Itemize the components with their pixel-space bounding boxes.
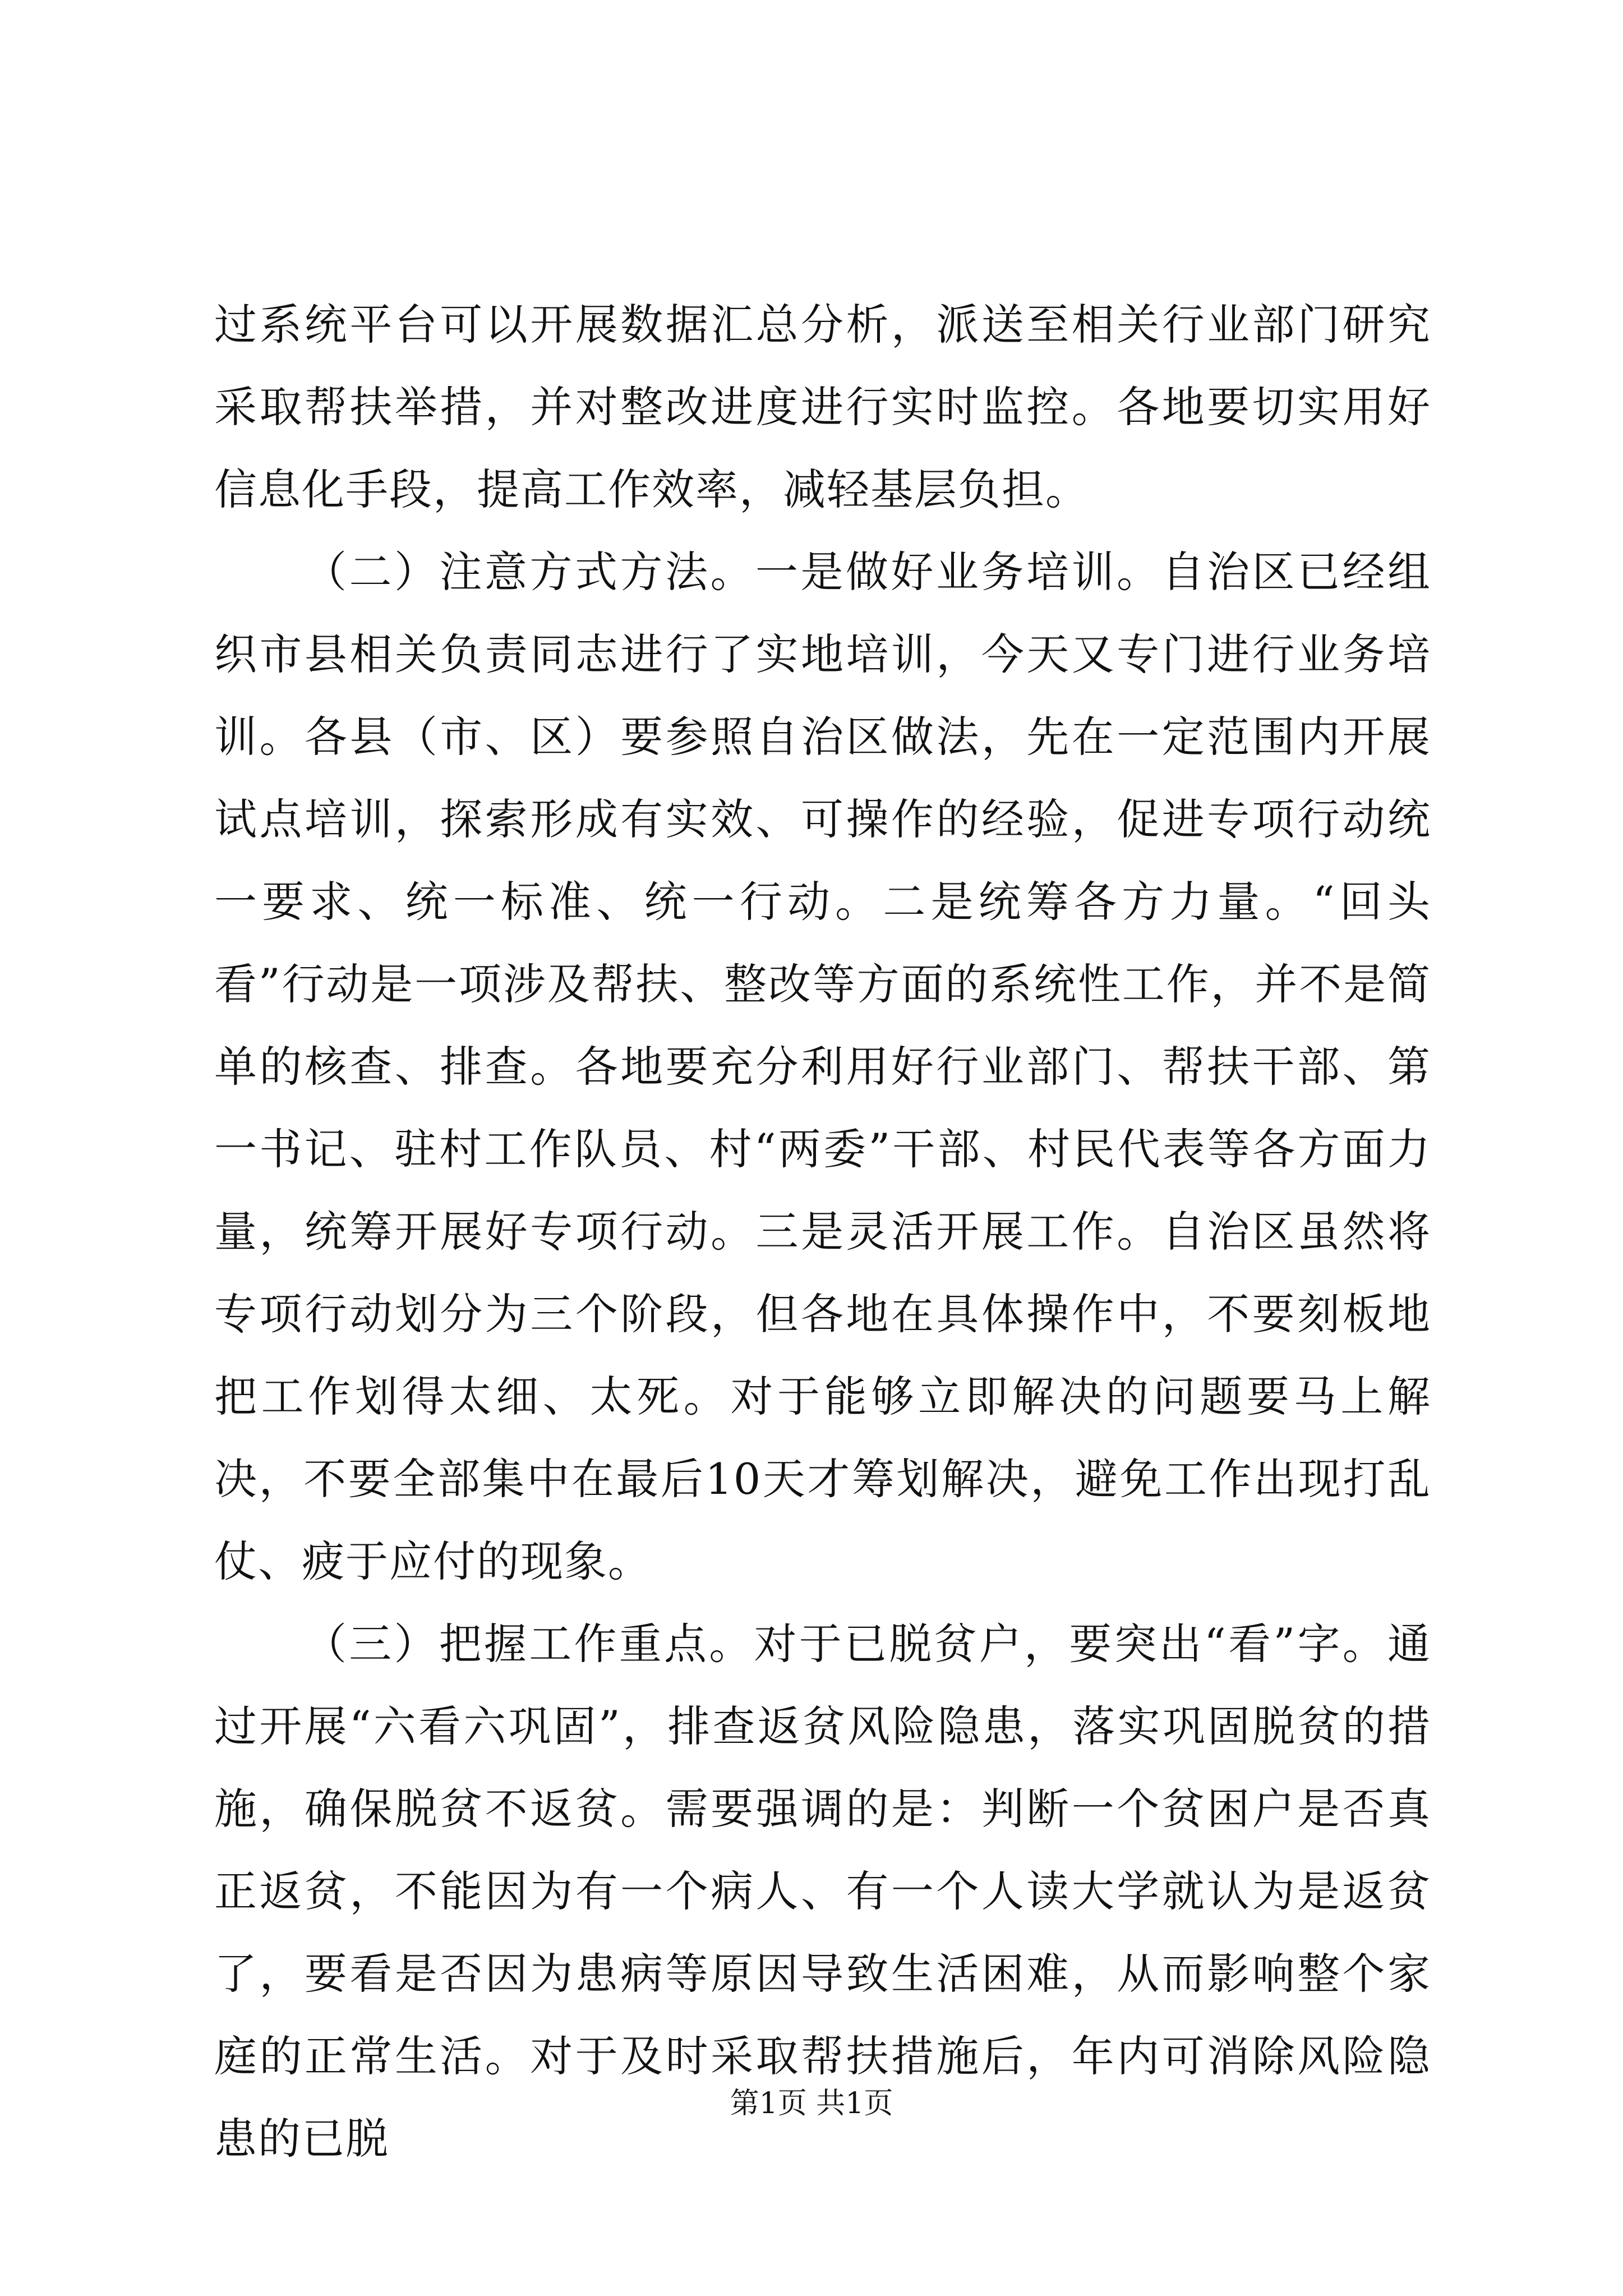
document-body <box>214 283 1431 2180</box>
paragraph-2: （二）注意方式方法。一是做好业务培训。自治区已经组织市县相关负责同志进行了实地培训，今天又专门进行业务培训。各县（市、区）要参照自治区做法，先在一定范围内开展试点培训，探索形成有实效、可操作的经验，促进专项行动统一要求、统一标准、统一行动。二是统筹各方力量。“回头看”行动是一项涉及帮扶、整改等方面的系统性工作，并不是简单的核查、排查。各地要充分利用好行业部门、帮扶干部、第一书记、驻村工作队员、村“两委”干部、村民代表等各方面力量，统筹开展好专项行动。三是灵活开展工作。自治区虽然将专项行动划分为三个阶段，但各地在具体操作中，不要刻板地把工作划得太细、太死。对于能够立即解决的问题要马上解决，不要全部集中在最后10天才筹划解决，避免工作出现打乱仗、疲于应付的现象。 <box>214 547 1431 1586</box>
page-footer: 第1页 共1页 <box>730 2087 893 2120</box>
paragraph-3: （三）把握工作重点。对于已脱贫户，要突出“看”字。通过开展“六看六巩固”，排查返贫风险隐患，落实巩固脱贫的措施，确保脱贫不返贫。需要强调的是：判断一个贫困户是否真正返贫，不能因为有一个病人、有一个人读大学就认为是返贫了，要看是否因为患病等原因导致生活困难，从而影响整个家庭的正常生活。对于及时采取帮扶措施后，年内可消除风险隐患的已脱 <box>214 1619 1431 2164</box>
paragraph-1: 过系统平台可以开展数据汇总分析，派送至相关行业部门研究采取帮扶举措，并对整改进度进行实时监控。各地要切实用好信息化手段，提高工作效率，减轻基层负担。 <box>214 300 1431 514</box>
